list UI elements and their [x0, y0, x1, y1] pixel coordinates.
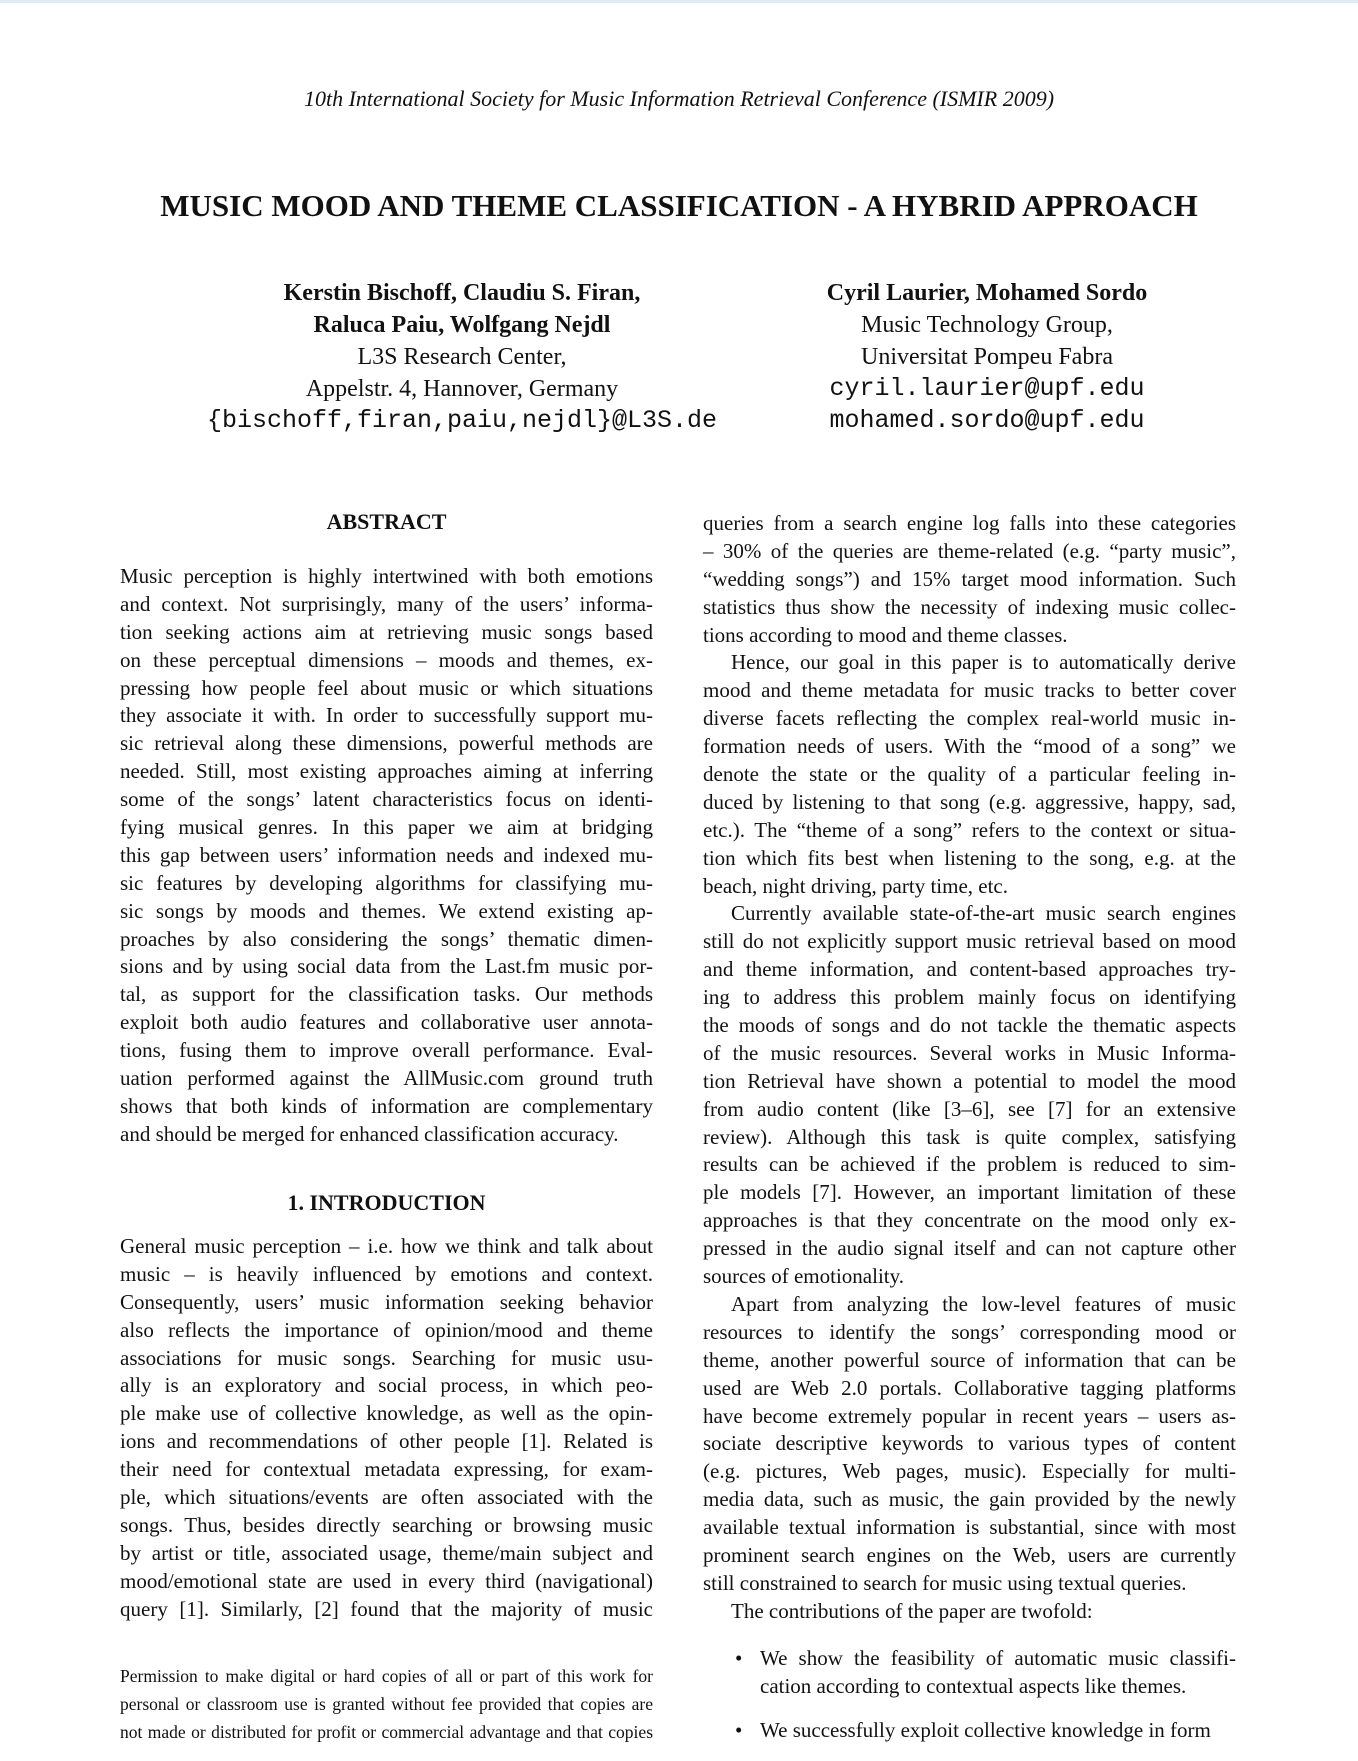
- text-line: ple models [7]. However, an important limitation of these: [703, 1180, 1236, 1205]
- text-line: used are Web 2.0 portals. Collaborative tagging platforms: [703, 1375, 1236, 1400]
- text-line: tion Retrieval have shown a potential to model the mood: [703, 1068, 1236, 1093]
- text-line: music – is heavily influenced by emotions and context.: [120, 1261, 653, 1286]
- text-line: tions according to mood and theme classes.: [703, 622, 1068, 647]
- text-line: of the music resources. Several works in Music Informa-: [703, 1040, 1236, 1065]
- text-line: available textual information is substantial, since with most: [703, 1515, 1236, 1540]
- right-column-body: [703, 510, 1236, 1626]
- bullet-icon: •: [735, 1646, 743, 1670]
- author-names: Kerstin Bischoff, Claudiu S. Firan,: [283, 280, 641, 306]
- text-line: – 30% of the queries are theme-related (e.g. “party music”,: [703, 538, 1236, 563]
- text-line: ple make use of collective knowledge, as well as the opin-: [120, 1401, 653, 1426]
- text-line: Currently available state-of-the-art music search engines: [731, 901, 1236, 926]
- text-line: some of the songs’ latent characteristics focus on identi-: [120, 787, 653, 812]
- text-line: cation according to contextual aspects like themes.: [760, 1673, 1187, 1698]
- affiliation: Appelstr. 4, Hannover, Germany: [305, 376, 619, 402]
- paper-title: MUSIC MOOD AND THEME CLASSIFICATION - A HYBRID APPROACH: [160, 188, 1198, 223]
- text-line: this gap between users’ information needs and indexed mu-: [120, 842, 653, 867]
- viewer-top-bar: [0, 0, 1358, 3]
- text-line: mood and theme metadata for music tracks to better cover: [703, 678, 1236, 703]
- text-line: Hence, our goal in this paper is to automatically derive: [731, 650, 1236, 675]
- text-line: songs. Thus, besides directly searching or browsing music: [120, 1512, 653, 1537]
- affiliation: Music Technology Group,: [861, 312, 1113, 338]
- author-email: cyril.laurier@upf.edu: [829, 374, 1145, 403]
- text-line: tions, fusing them to improve overall performance. Eval-: [120, 1038, 653, 1063]
- text-line: ions and recommendations of other people [1]. Related is: [120, 1429, 653, 1454]
- text-line: Music perception is highly intertwined with both emotions: [120, 564, 653, 588]
- affiliation: Universitat Pompeu Fabra: [861, 344, 1113, 370]
- text-line: shows that both kinds of information are complementary: [120, 1093, 653, 1118]
- text-line: Apart from analyzing the low-level features of music: [731, 1291, 1236, 1316]
- text-line: ally is an exploratory and social process, in which peo-: [120, 1373, 653, 1398]
- text-line: The contributions of the paper are twofold:: [731, 1598, 1093, 1623]
- text-line: still do not explicitly support music retrieval based on mood: [703, 929, 1236, 954]
- text-line: General music perception – i.e. how we think and talk about: [120, 1234, 653, 1258]
- text-line: sic retrieval along these dimensions, powerful methods are: [120, 731, 653, 756]
- contributions-list: [703, 1645, 1236, 1761]
- text-line: review). Although this task is quite complex, satisfying: [703, 1124, 1236, 1149]
- text-line: associations for music songs. Searching for music usu-: [120, 1345, 653, 1370]
- text-line: tion seeking actions aim at retrieving music songs based: [120, 619, 653, 644]
- text-line: uation performed against the AllMusic.com ground truth: [120, 1066, 653, 1091]
- text-line: results can be achieved if the problem is reduced to sim-: [703, 1152, 1236, 1177]
- text-line: We show the feasibility of automatic music classifi-: [760, 1646, 1236, 1670]
- running-head: 10th International Society for Music Information Retrieval Conference (ISMIR 2009): [303, 86, 1055, 111]
- text-line: etc.). The “theme of a song” refers to the context or situa-: [703, 817, 1236, 842]
- text-line: diverse facets reflecting the complex real-world music in-: [703, 706, 1236, 731]
- text-line: sic songs by moods and themes. We extend existing ap-: [120, 898, 653, 923]
- footnote-line: not made or distributed for profit or commercial advantage and that copies: [120, 1721, 653, 1742]
- text-line: needed. Still, most existing approaches aiming at inferring: [120, 759, 653, 784]
- text-line: beach, night driving, party time, etc.: [703, 873, 1008, 898]
- text-line: media data, such as music, the gain provided by the newly: [703, 1487, 1236, 1512]
- text-line: mood/emotional state are used in every third (navigational): [120, 1568, 653, 1593]
- text-line: and context. Not surprisingly, many of the users’ informa-: [120, 591, 653, 616]
- author-names: Raluca Paiu, Wolfgang Nejdl: [313, 312, 611, 338]
- text-line: denote the state or the quality of a particular feeling in-: [703, 762, 1236, 787]
- text-line: from audio content (like [3–6], see [7] for an extensive: [703, 1096, 1236, 1121]
- list-item: [703, 1717, 1236, 1745]
- text-line: resources to identify the songs’ corresponding mood or: [703, 1319, 1236, 1344]
- text-line: and should be merged for enhanced classification accuracy.: [120, 1121, 619, 1146]
- list-item: [703, 1645, 1236, 1701]
- text-line: Consequently, users’ music information seeking behavior: [120, 1289, 653, 1314]
- text-line: sions and by using social data from the Last.fm music por-: [120, 954, 653, 979]
- text-line: We successfully exploit collective knowledge in form: [760, 1717, 1211, 1742]
- abstract-body: [120, 563, 653, 1149]
- footnote-line: Permission to make digital or hard copies of all or part of this work for: [120, 1666, 653, 1686]
- introduction-heading: 1. INTRODUCTION: [287, 1190, 486, 1215]
- text-line: their need for contextual metadata expressing, for exam-: [120, 1457, 653, 1482]
- author-email: mohamed.sordo@upf.edu: [829, 406, 1145, 435]
- text-line: also reflects the importance of opinion/mood and theme: [120, 1317, 653, 1342]
- text-line: query [1]. Similarly, [2] found that the majority of music: [120, 1596, 653, 1621]
- introduction-body: [120, 1233, 653, 1623]
- text-line: sic features by developing algorithms for classifying mu-: [120, 870, 653, 895]
- text-line: the moods of songs and do not tackle the thematic aspects: [703, 1013, 1236, 1038]
- author-block-right: [737, 277, 1237, 437]
- text-line: they associate it with. In order to successfully support mu-: [120, 703, 653, 728]
- text-line: ing to address this problem mainly focus on identifying: [703, 985, 1236, 1010]
- text-line: formation needs of users. With the “mood of a song” we: [703, 734, 1236, 759]
- footnote-line: personal or classroom use is granted without fee provided that copies are: [120, 1693, 653, 1714]
- bullet-icon: •: [735, 1717, 743, 1742]
- abstract-heading: ABSTRACT: [326, 509, 447, 534]
- text-line: and theme information, and content-based approaches try-: [703, 957, 1236, 982]
- text-line: on these perceptual dimensions – moods and themes, ex-: [120, 647, 653, 672]
- text-line: “wedding songs”) and 15% target mood information. Such: [703, 566, 1236, 591]
- permission-footnote: [120, 1662, 653, 1746]
- text-line: duced by listening to that song (e.g. aggressive, happy, sad,: [703, 789, 1236, 814]
- text-line: tal, as support for the classification tasks. Our methods: [120, 982, 653, 1007]
- author-email: {bischoff,firan,paiu,nejdl}@L3S.de: [206, 406, 718, 435]
- text-line: pressed in the audio signal itself and can not capture other: [703, 1236, 1236, 1261]
- text-line: sources of emotionality.: [703, 1264, 905, 1289]
- text-line: approaches is that they concentrate on the mood only ex-: [703, 1208, 1236, 1233]
- text-line: prominent search engines on the Web, users are currently: [703, 1542, 1236, 1567]
- author-names: Cyril Laurier, Mohamed Sordo: [826, 280, 1148, 306]
- text-line: fying musical genres. In this paper we aim at bridging: [120, 815, 653, 840]
- author-block-left: [162, 277, 762, 437]
- text-line: ple, which situations/events are often associated with the: [120, 1485, 653, 1510]
- text-line: exploit both audio features and collaborative user annota-: [120, 1010, 653, 1035]
- text-line: by artist or title, associated usage, theme/main subject and: [120, 1540, 653, 1565]
- text-line: pressing how people feel about music or which situations: [120, 675, 653, 700]
- text-line: statistics thus show the necessity of indexing music collec-: [703, 594, 1236, 619]
- text-line: proaches by also considering the songs’ thematic dimen-: [120, 926, 653, 951]
- affiliation: L3S Research Center,: [357, 344, 567, 370]
- text-line: tion which fits best when listening to the song, e.g. at the: [703, 845, 1236, 870]
- text-line: (e.g. pictures, Web pages, music). Especially for multi-: [703, 1459, 1236, 1484]
- text-line: sociate descriptive keywords to various types of content: [703, 1431, 1236, 1456]
- text-line: still constrained to search for music using textual queries.: [703, 1570, 1187, 1595]
- text-line: queries from a search engine log falls into these categories: [703, 511, 1236, 535]
- text-line: have become extremely popular in recent years – users as-: [703, 1403, 1236, 1428]
- text-line: theme, another powerful source of information that can be: [703, 1347, 1236, 1372]
